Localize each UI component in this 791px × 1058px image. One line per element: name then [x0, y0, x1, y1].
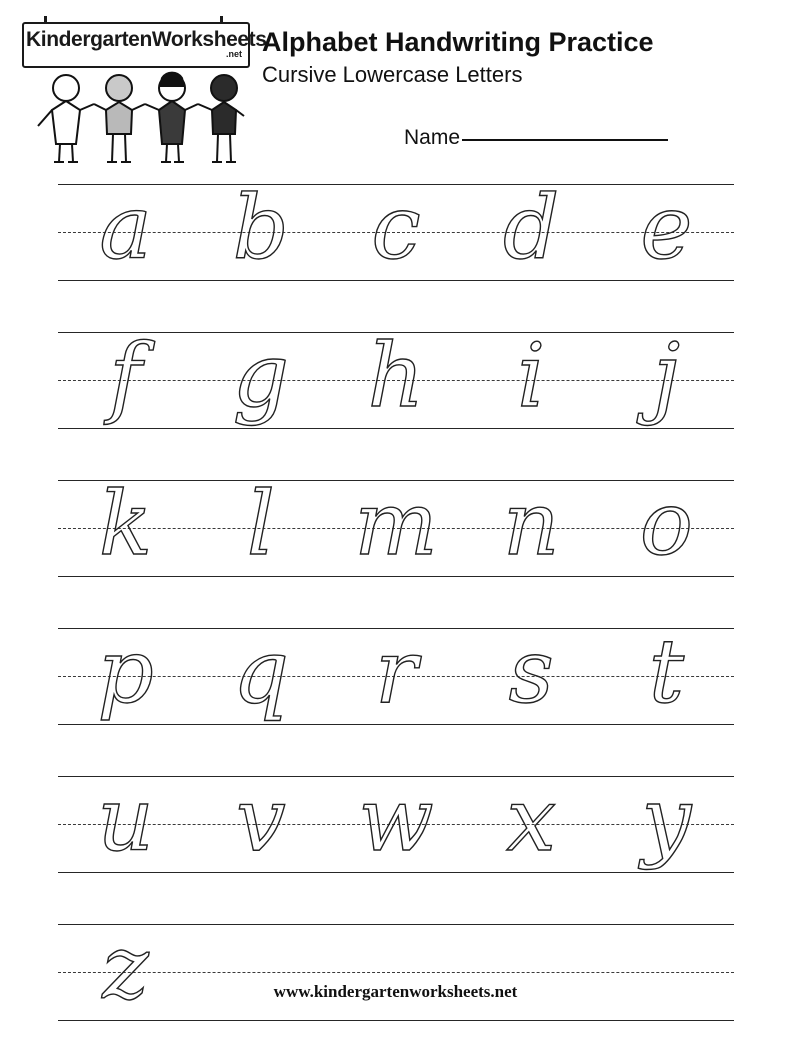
letter-cell[interactable] [193, 466, 328, 614]
practice-row [0, 170, 791, 318]
footer-url: www.kindergartenworksheets.net [273, 982, 518, 1001]
letter-row [58, 614, 734, 762]
traced-letter-r: r [374, 620, 418, 723]
letter-cell[interactable] [464, 762, 599, 910]
page-subtitle: Cursive Lowercase Letters [262, 62, 523, 87]
letter-row [58, 466, 734, 614]
traced-letter-d: d [503, 176, 560, 279]
letter-cell[interactable] [193, 762, 328, 910]
letter-cell[interactable] [599, 318, 734, 466]
letter-cell[interactable] [464, 318, 599, 466]
letter-cell[interactable] [464, 466, 599, 614]
letter-cell[interactable] [328, 762, 463, 910]
letter-cell[interactable] [599, 466, 734, 614]
traced-letter-s: s [508, 620, 554, 723]
traced-letter-b: b [232, 176, 289, 279]
traced-letter-j: j [652, 324, 681, 427]
traced-letter-g: g [232, 324, 289, 427]
traced-letter-k: k [98, 472, 153, 575]
traced-letter-x: x [506, 768, 557, 871]
traced-letter-a: a [99, 176, 152, 279]
logo-wordmark [26, 28, 267, 52]
four-children-illustration [32, 70, 246, 166]
traced-letter-c: c [371, 176, 421, 279]
logo-word-kindergarten: Kindergarten [26, 28, 152, 51]
traced-letter-p: p [97, 620, 154, 723]
letter-cell[interactable] [58, 466, 193, 614]
logo-tld: .net [225, 49, 242, 59]
letter-row [58, 170, 734, 318]
title-block [262, 26, 762, 90]
practice-row [0, 318, 791, 466]
traced-letter-e: e [640, 176, 693, 279]
traced-letter-o: o [639, 472, 693, 575]
traced-letter-u: u [97, 768, 154, 871]
practice-row [0, 466, 791, 614]
letter-cell[interactable] [193, 318, 328, 466]
practice-row [0, 762, 791, 910]
letter-cell[interactable] [58, 614, 193, 762]
letter-cell[interactable] [599, 762, 734, 910]
letter-cell[interactable] [599, 614, 734, 762]
letter-cell[interactable] [58, 762, 193, 910]
letter-row [58, 318, 734, 466]
name-blank-rule[interactable] [462, 138, 668, 141]
traced-letter-v: v [235, 768, 286, 871]
traced-letter-y: y [641, 768, 692, 871]
traced-letter-z: z [102, 916, 149, 1019]
letter-cell[interactable] [193, 170, 328, 318]
practice-sheet [0, 170, 791, 1058]
letter-cell[interactable] [599, 170, 734, 318]
letter-cell[interactable] [193, 614, 328, 762]
letter-cell[interactable] [464, 614, 599, 762]
traced-letter-i: i [517, 324, 546, 427]
letter-cell[interactable] [328, 318, 463, 466]
traced-letter-l: l [246, 472, 275, 575]
traced-letter-m: m [354, 472, 438, 575]
traced-letter-w: w [358, 768, 434, 871]
traced-letter-t: t [648, 620, 685, 723]
site-logo[interactable] [14, 16, 267, 166]
traced-letter-n: n [502, 472, 560, 575]
name-label: Name [404, 126, 461, 149]
letter-cell[interactable] [464, 170, 599, 318]
letter-cell[interactable] [58, 318, 193, 466]
name-field[interactable] [404, 126, 668, 150]
letter-cell[interactable] [328, 614, 463, 762]
letter-row [58, 762, 734, 910]
traced-letter-q: q [232, 620, 289, 723]
practice-row [0, 614, 791, 762]
logo-word-worksheets: Worksheets [151, 28, 267, 51]
traced-letter-h: h [367, 324, 425, 427]
letter-cell[interactable] [328, 170, 463, 318]
page-title: Alphabet Handwriting Practice [262, 27, 654, 57]
letter-cell[interactable] [58, 170, 193, 318]
worksheet-header [0, 0, 791, 170]
letter-cell[interactable] [328, 466, 463, 614]
traced-letter-f: f [109, 324, 142, 427]
